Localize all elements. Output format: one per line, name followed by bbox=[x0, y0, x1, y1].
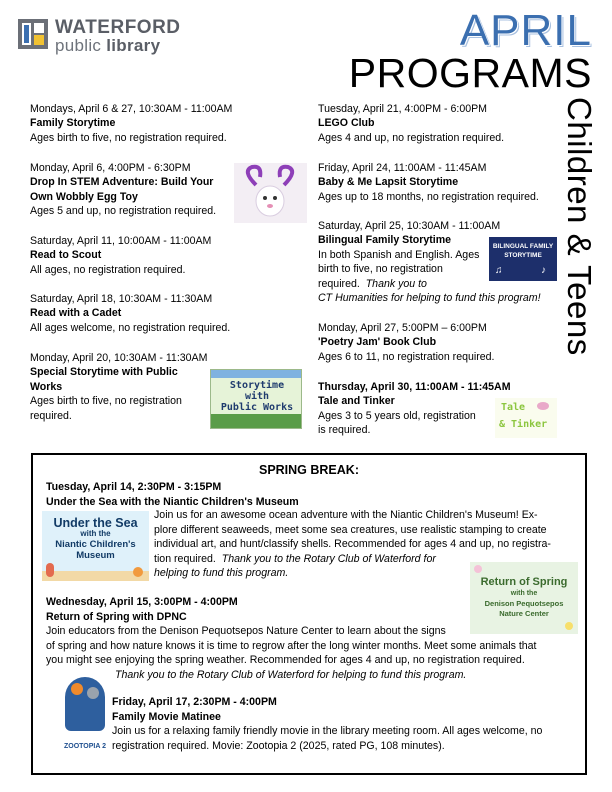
tale-and-tinker-image: Tale & Tinker bbox=[495, 398, 557, 438]
spring-break-box bbox=[31, 453, 587, 775]
event-special-storytime: Monday, April 20, 10:30AM - 11:30AM Special Storytime with Public Works Ages birth to five, no registration required. bbox=[30, 352, 208, 422]
library-logo bbox=[18, 17, 218, 57]
event-baby-lapsit: Friday, April 24, 11:00AM - 11:45AM Baby & Me Lapsit Storytime Ages up to 18 months, no registration required. bbox=[318, 162, 539, 203]
event-return-of-spring: Wednesday, April 15, 3:00PM - 4:00PM Return of Spring with DPNC Join educators from the Denison Pequotsepos Nature Center to learn about the signs of spring and how nature knows it is time to regrow after the long winter months. Meet some animals that you might see enjoying the spring weather. Recommended for ages 4 and up, no registration required. Thank you to the Rotary Club of Waterford for helping to fund this program. bbox=[46, 596, 537, 681]
under-the-sea-image: Under the Sea with the Niantic Children's Museum bbox=[42, 511, 149, 581]
event-tale-and-tinker: Thursday, April 30, 11:00AM - 11:45AM Tale and Tinker Ages 3 to 5 years old, registration is required. bbox=[318, 381, 511, 437]
zootopia-poster-image: ZOOTOPIA 2 bbox=[57, 673, 113, 766]
library-logo-icon bbox=[18, 19, 48, 49]
event-poetry-jam: Monday, April 27, 5:00PM – 6:00PM 'Poetry Jam' Book Club Ages 6 to 11, no registration required. bbox=[318, 322, 495, 363]
event-under-the-sea: Tuesday, April 14, 2:30PM - 3:15PM Under the Sea with the Niantic Children's Museum bbox=[46, 481, 299, 508]
event-family-movie: Friday, April 17, 2:30PM - 4:00PM Family Movie Matinee Join us for a relaxing family friendly movie in the library meeting room. All ages welcome, no registration required. Movie: Zootopia 2 (2025, rated PG, 108 minutes). bbox=[112, 696, 543, 752]
bilingual-storytime-image: BILINGUAL FAMILY STORYTIME ♫ ♪ bbox=[489, 237, 557, 281]
logo-text-public-library: public library bbox=[55, 36, 161, 55]
title-month: APRIL bbox=[459, 6, 592, 55]
under-the-sea-description: Join us for an awesome ocean adventure with the Niantic Children's Museum! Ex- plore different seaweeds, meet some sea creatures, use realistic stamping to create individual art, and hunt/classify shells. Recommended for ages 4 and up, no registra- tion required. Thank you to the Rotary Club of Waterford for helping to fund this program. bbox=[154, 509, 551, 580]
spring-break-title: SPRING BREAK: bbox=[258, 463, 359, 477]
event-read-with-cadet: Saturday, April 18, 10:30AM - 11:30AM Read with a Cadet All ages welcome, no registration required. bbox=[30, 293, 231, 334]
event-lego-club: Tuesday, April 21, 4:00PM - 6:00PM LEGO Club Ages 4 and up, no registration required. bbox=[318, 103, 505, 144]
logo-text-waterford: WATERFORD bbox=[55, 17, 181, 38]
return-of-spring-image: Return of Spring with the Denison Pequotsepos Nature Center bbox=[470, 562, 578, 634]
event-read-to-scout: Saturday, April 11, 10:00AM - 11:00AM Read to Scout All ages, no registration required. bbox=[30, 235, 212, 276]
event-family-storytime: Mondays, April 6 & 27, 10:30AM - 11:00AM Family Storytime Ages birth to five, no registration required. bbox=[30, 103, 233, 144]
event-stem-adventure: Monday, April 6, 4:00PM - 6:30PM Drop In STEM Adventure: Build Your Own Wobbly Egg Toy Ages 5 and up, no registration required. bbox=[30, 162, 217, 218]
storytime-public-works-image: Storytime with Public Works bbox=[210, 369, 302, 429]
title-programs: PROGRAMS bbox=[348, 50, 592, 96]
wobbly-egg-toy-image bbox=[234, 163, 307, 223]
side-title: Children & Teens bbox=[561, 97, 598, 356]
event-bilingual-storytime: Saturday, April 25, 10:30AM - 11:00AM Bilingual Family Storytime In both Spanish and English. Ages birth to five, no registration required. Thank you to CT Humanities for helping to fund this program! bbox=[318, 220, 541, 305]
